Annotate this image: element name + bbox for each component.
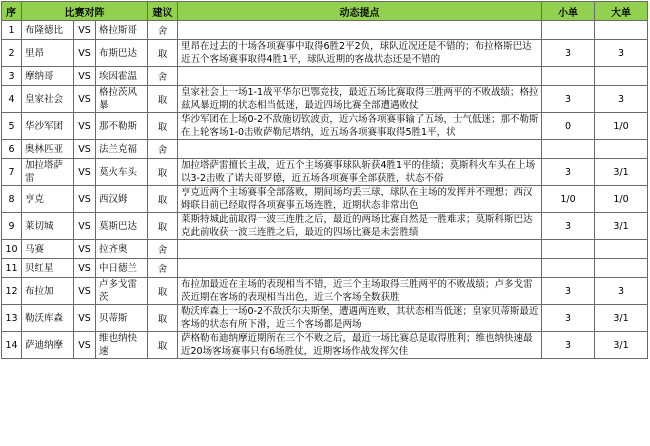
away-team: 莫火车头 bbox=[96, 159, 148, 186]
table-row bbox=[2, 159, 648, 186]
recommendation: 取 bbox=[148, 278, 178, 305]
match-number: 2 bbox=[2, 40, 22, 67]
home-team: 马赛 bbox=[22, 240, 74, 259]
vs-label: VS bbox=[74, 86, 96, 113]
header-match: 比赛对阵 bbox=[22, 2, 148, 21]
analysis-note bbox=[178, 240, 542, 259]
table-row bbox=[2, 332, 648, 359]
small-odds bbox=[542, 21, 595, 40]
analysis-note: 加拉塔萨雷擅长主战，近五个主场赛事球队斩获4胜1平的佳绩；莫斯科火车头在上场以3-2击败了诺夫哥罗德，近五场各项赛事全部获胜，状态不俗 bbox=[178, 159, 542, 186]
table-row bbox=[2, 186, 648, 213]
away-team: 维也纳快速 bbox=[96, 332, 148, 359]
betting-tips-table bbox=[1, 1, 648, 359]
recommendation: 取 bbox=[148, 332, 178, 359]
analysis-note bbox=[178, 67, 542, 86]
big-odds: 3/1 bbox=[595, 213, 648, 240]
match-number: 8 bbox=[2, 186, 22, 213]
home-team: 布拉加 bbox=[22, 278, 74, 305]
recommendation: 取 bbox=[148, 40, 178, 67]
small-odds: 3 bbox=[542, 86, 595, 113]
match-number: 13 bbox=[2, 305, 22, 332]
home-team: 萨迪纳摩 bbox=[22, 332, 74, 359]
vs-label: VS bbox=[74, 67, 96, 86]
vs-label: VS bbox=[74, 259, 96, 278]
big-odds: 3 bbox=[595, 278, 648, 305]
match-number: 3 bbox=[2, 67, 22, 86]
match-number: 10 bbox=[2, 240, 22, 259]
vs-label: VS bbox=[74, 332, 96, 359]
home-team: 加拉塔萨雷 bbox=[22, 159, 74, 186]
small-odds bbox=[542, 140, 595, 159]
vs-label: VS bbox=[74, 140, 96, 159]
small-odds: 1/0 bbox=[542, 186, 595, 213]
away-team: 贝蒂斯 bbox=[96, 305, 148, 332]
table-row bbox=[2, 305, 648, 332]
small-odds: 0 bbox=[542, 113, 595, 140]
table-row bbox=[2, 113, 648, 140]
match-number: 1 bbox=[2, 21, 22, 40]
home-team: 奥林匹亚 bbox=[22, 140, 74, 159]
small-odds: 3 bbox=[542, 159, 595, 186]
away-team: 卢多戈雷茨 bbox=[96, 278, 148, 305]
analysis-note: 勒沃库森上一场0-2不敌沃尔夫斯堡，遭遇两连败，其状态相当低迷；皇家贝蒂斯最近客场的状态有所下滑，近三个客场都是两场 bbox=[178, 305, 542, 332]
match-number: 7 bbox=[2, 159, 22, 186]
small-odds: 3 bbox=[542, 40, 595, 67]
away-team: 格拉茨风暴 bbox=[96, 86, 148, 113]
big-odds bbox=[595, 140, 648, 159]
analysis-note: 华沙军团在上场0-2不敌施切钦波贡，近六场各项赛事输了五场，士气低迷；那不勒斯在上轮客场1-0击败萨勒尼塔纳，近五场各项赛事取得5胜1平，状 bbox=[178, 113, 542, 140]
big-odds: 3/1 bbox=[595, 305, 648, 332]
analysis-note: 布拉加最近在主场的表现相当不错，近三个主场取得三胜两平的不败战绩；卢多戈雷茨近期在客场的表现相当出色，近三个客场全数获胜 bbox=[178, 278, 542, 305]
table-row bbox=[2, 86, 648, 113]
vs-label: VS bbox=[74, 213, 96, 240]
analysis-note: 亨克近两个主场赛事全部落败，期间场均丢三球，球队在主场的发挥并不理想；西汉姆联目前已经取得各项赛事五场连胜，近期状态非常出色 bbox=[178, 186, 542, 213]
vs-label: VS bbox=[74, 113, 96, 140]
home-team: 贝红星 bbox=[22, 259, 74, 278]
vs-label: VS bbox=[74, 305, 96, 332]
recommendation: 取 bbox=[148, 305, 178, 332]
recommendation: 取 bbox=[148, 186, 178, 213]
away-team: 那不勒斯 bbox=[96, 113, 148, 140]
analysis-note: 里昂在过去的十场各项赛事中取得6胜2平2负，球队近况还是不错的；布拉格斯巴达近五个客场赛事取得4胜1平，球队近期的客战状态还是不错的 bbox=[178, 40, 542, 67]
big-odds: 1/0 bbox=[595, 113, 648, 140]
match-number: 14 bbox=[2, 332, 22, 359]
match-number: 11 bbox=[2, 259, 22, 278]
table-row bbox=[2, 67, 648, 86]
vs-label: VS bbox=[74, 186, 96, 213]
home-team: 莱切城 bbox=[22, 213, 74, 240]
recommendation: 取 bbox=[148, 159, 178, 186]
match-number: 6 bbox=[2, 140, 22, 159]
recommendation: 舍 bbox=[148, 240, 178, 259]
match-number: 9 bbox=[2, 213, 22, 240]
analysis-note: 萨格勒布迪纳摩近期所在三个不败之后，最近一场比赛总是取得胜利；维也纳快速最近20场客场赛事只有6场胜仗，近期客场作战发挥欠佳 bbox=[178, 332, 542, 359]
vs-label: VS bbox=[74, 21, 96, 40]
away-team: 法兰克福 bbox=[96, 140, 148, 159]
recommendation: 舍 bbox=[148, 21, 178, 40]
home-team: 皇家社会 bbox=[22, 86, 74, 113]
analysis-note bbox=[178, 140, 542, 159]
table-row bbox=[2, 140, 648, 159]
table-row bbox=[2, 21, 648, 40]
analysis-note bbox=[178, 259, 542, 278]
big-odds bbox=[595, 21, 648, 40]
big-odds: 3/1 bbox=[595, 332, 648, 359]
away-team: 格拉斯哥 bbox=[96, 21, 148, 40]
big-odds bbox=[595, 259, 648, 278]
recommendation: 舍 bbox=[148, 259, 178, 278]
header-small: 小单 bbox=[542, 2, 595, 21]
recommendation: 取 bbox=[148, 86, 178, 113]
header-no: 序 bbox=[2, 2, 22, 21]
away-team: 中日德兰 bbox=[96, 259, 148, 278]
home-team: 亨克 bbox=[22, 186, 74, 213]
table-row bbox=[2, 259, 648, 278]
home-team: 布隆德比 bbox=[22, 21, 74, 40]
match-number: 5 bbox=[2, 113, 22, 140]
small-odds: 3 bbox=[542, 305, 595, 332]
away-team: 布斯巴达 bbox=[96, 40, 148, 67]
small-odds: 3 bbox=[542, 213, 595, 240]
vs-label: VS bbox=[74, 159, 96, 186]
header-big: 大单 bbox=[595, 2, 648, 21]
small-odds: 3 bbox=[542, 332, 595, 359]
away-team: 拉齐奥 bbox=[96, 240, 148, 259]
big-odds bbox=[595, 67, 648, 86]
analysis-note: 莱斯特城此前取得一波三连胜之后，最近的两场比赛自然是一胜难求；莫斯科斯巴达克此前收获一波三连胜之后，最近的四场比赛是未尝胜绩 bbox=[178, 213, 542, 240]
home-team: 勒沃库森 bbox=[22, 305, 74, 332]
recommendation: 舍 bbox=[148, 67, 178, 86]
recommendation: 取 bbox=[148, 213, 178, 240]
match-number: 12 bbox=[2, 278, 22, 305]
small-odds: 3 bbox=[542, 278, 595, 305]
big-odds: 3 bbox=[595, 86, 648, 113]
home-team: 摩纳哥 bbox=[22, 67, 74, 86]
home-team: 华沙军团 bbox=[22, 113, 74, 140]
home-team: 里昂 bbox=[22, 40, 74, 67]
recommendation: 舍 bbox=[148, 140, 178, 159]
match-number: 4 bbox=[2, 86, 22, 113]
vs-label: VS bbox=[74, 240, 96, 259]
away-team: 埃因霍温 bbox=[96, 67, 148, 86]
table-row bbox=[2, 213, 648, 240]
small-odds bbox=[542, 240, 595, 259]
header-note: 动态提点 bbox=[178, 2, 542, 21]
small-odds bbox=[542, 67, 595, 86]
big-odds: 1/0 bbox=[595, 186, 648, 213]
analysis-note bbox=[178, 21, 542, 40]
small-odds bbox=[542, 259, 595, 278]
big-odds bbox=[595, 240, 648, 259]
big-odds: 3/1 bbox=[595, 159, 648, 186]
big-odds: 3 bbox=[595, 40, 648, 67]
table-row bbox=[2, 40, 648, 67]
header-recommendation: 建议 bbox=[148, 2, 178, 21]
analysis-note: 皇家社会上一场1-1战平华尔巴鄂竞技，最近五场比赛取得三胜两平的不败战绩；格拉兹风暴近期的状态相当低迷，最近四场比赛全部遭遇败仗 bbox=[178, 86, 542, 113]
recommendation: 取 bbox=[148, 113, 178, 140]
vs-label: VS bbox=[74, 40, 96, 67]
table-row bbox=[2, 278, 648, 305]
away-team: 莫斯巴达 bbox=[96, 213, 148, 240]
header-row bbox=[2, 2, 648, 21]
away-team: 西汉姆 bbox=[96, 186, 148, 213]
table-row bbox=[2, 240, 648, 259]
vs-label: VS bbox=[74, 278, 96, 305]
